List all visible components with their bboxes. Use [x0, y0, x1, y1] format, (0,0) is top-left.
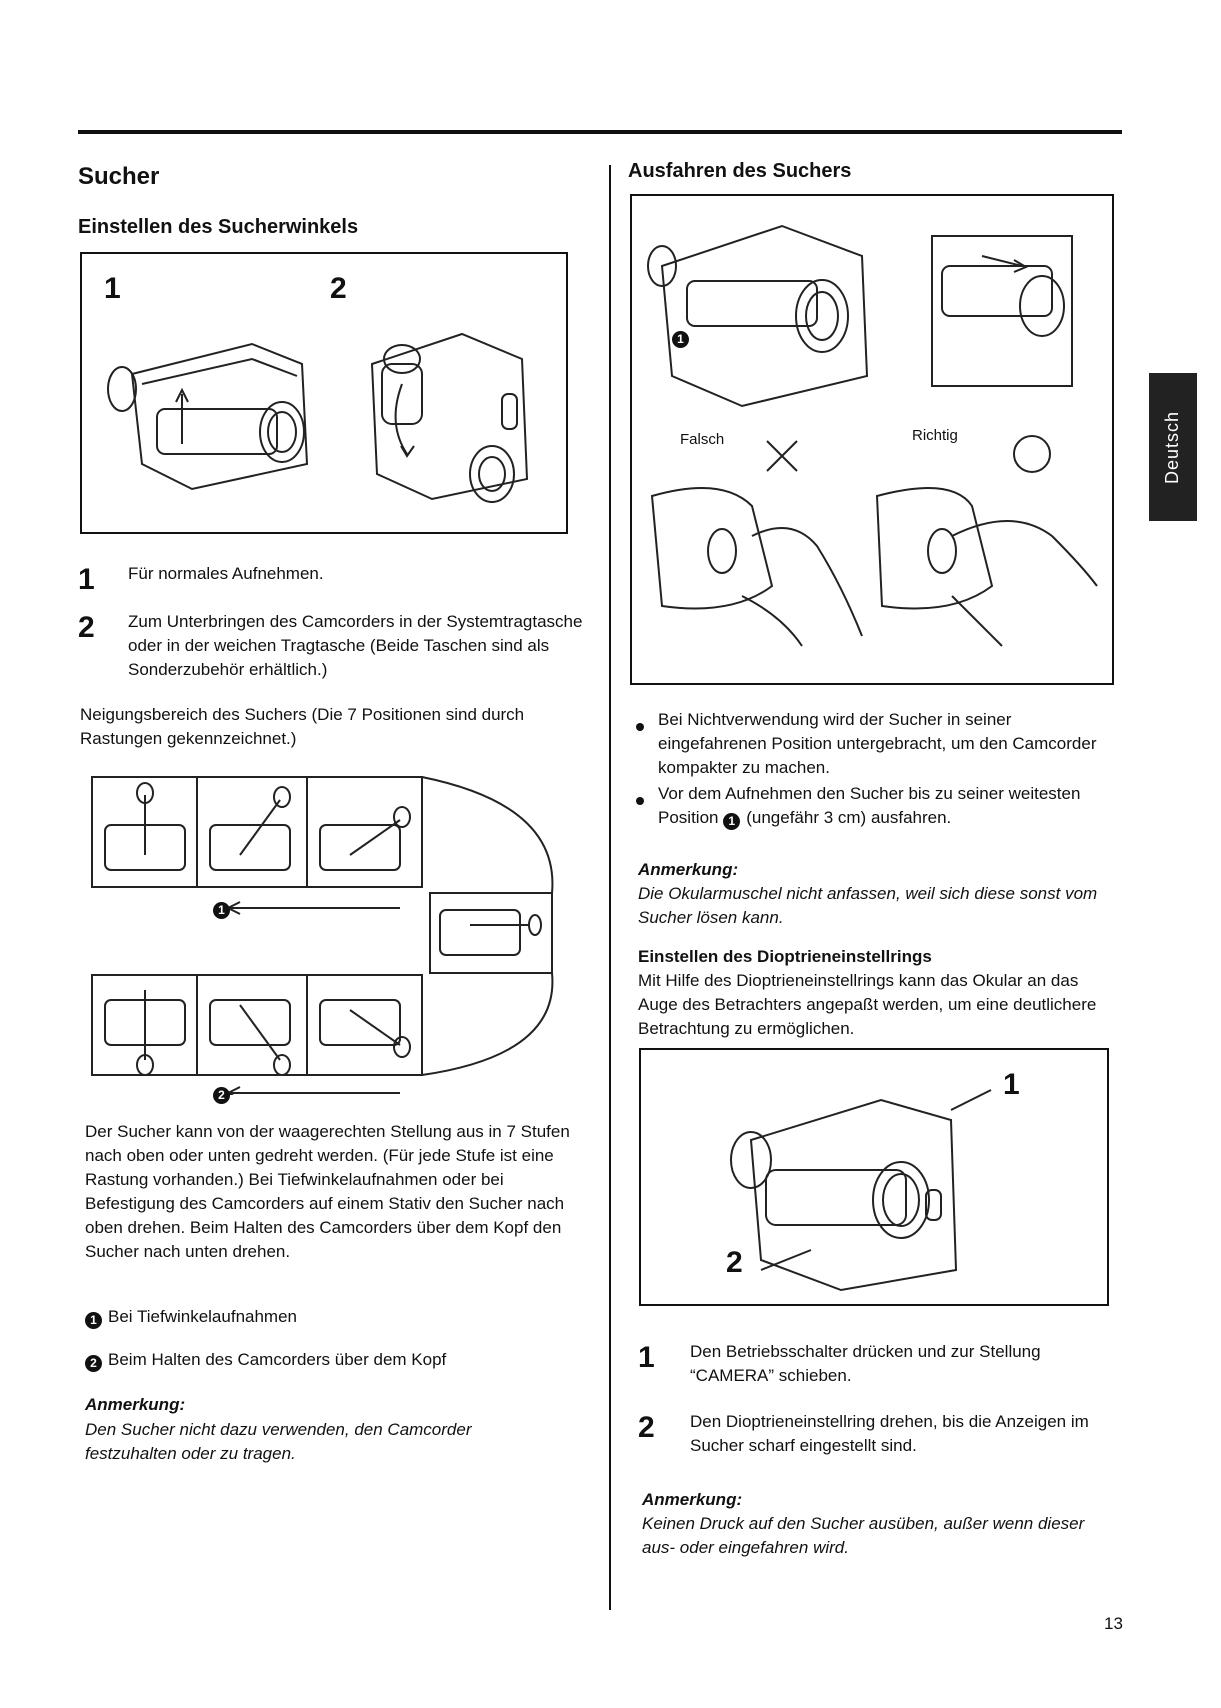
- figure-extend-viewfinder: [630, 194, 1114, 685]
- figure-label-2: 2: [330, 272, 347, 305]
- remark-text-right-1: Die Okularmuschel nicht anfassen, weil sich diese sonst vom Sucher lösen kann.: [638, 884, 1098, 927]
- diopter-illustration: [651, 1060, 1101, 1300]
- diopter-text: Mit Hilfe des Dioptrieneinstellrings kann das Okular an das Auge des Betrachters angepaßt werden, um eine deutlichere Betrachtung zu ermöglichen.: [638, 971, 1097, 1038]
- right-step-text-1: Den Betriebsschalter drücken und zur Stellung “CAMERA” schieben.: [690, 1342, 1041, 1385]
- subsection-title: Einstellen des Sucherwinkels: [78, 216, 359, 238]
- note-1: 1 Bei Tiefwinkelaufnahmen: [85, 1305, 580, 1329]
- figure4-label-1: 1: [1003, 1068, 1020, 1101]
- remark-title-right-2: Anmerkung:: [642, 1490, 743, 1509]
- viewfinder-paragraph: Der Sucher kann von der waagerechten Stellung aus in 7 Stufen nach oben oder unten gedreht werden. (Für jede Stufe ist eine Rastung vorhanden.) Bei Tiefwinkelaufnahmen oder bei Befestigung des Camcorders auf einem Stativ den Sucher nach oben drehen. Beim Halten des Camcorders über dem Kopf den Sucher nach unten drehen.: [85, 1122, 570, 1261]
- bullet-text-1: Bei Nichtverwendung wird der Sucher in seiner eingefahrenen Position untergebracht, um den Camcorder kompakter zu machen.: [658, 710, 1097, 777]
- viewfinder-positions-diagram: [90, 775, 570, 1095]
- column-divider: [609, 165, 611, 1610]
- position-marker-2: 2: [213, 1084, 236, 1104]
- remark-text-left: Den Sucher nicht dazu verwenden, den Camcorder festzuhalten oder zu tragen.: [85, 1420, 472, 1463]
- remark-text-right-2: Keinen Druck auf den Sucher ausüben, außer wenn dieser aus- oder eingefahren wird.: [642, 1514, 1085, 1557]
- figure-viewfinder-angle: [80, 252, 568, 534]
- camcorder-illustration: [102, 314, 552, 524]
- page-number: 13: [1104, 1614, 1123, 1633]
- right-section-title: Ausfahren des Suchers: [628, 160, 852, 182]
- section-title: Sucher: [78, 163, 160, 190]
- right-step-text-2: Den Dioptrieneinstellring drehen, bis die Anzeigen im Sucher scharf eingestellt sind.: [690, 1412, 1089, 1455]
- step-text-1: Für normales Aufnehmen.: [128, 564, 324, 583]
- bullet-text-2: Vor dem Aufnehmen den Sucher bis zu seiner weitesten Position 1 (ungefähr 3 cm) ausfahren.: [658, 784, 1081, 828]
- figure-diopter: [639, 1048, 1109, 1306]
- remark-title-left: Anmerkung:: [85, 1395, 186, 1414]
- bullet-dot-1: [636, 718, 644, 736]
- diopter-title: Einstellen des Dioptrieneinstellrings: [638, 947, 932, 966]
- step-number-1: 1: [78, 563, 95, 596]
- step-number-2: 2: [78, 611, 95, 644]
- top-rule: [78, 130, 1122, 134]
- wrong-label: Falsch: [680, 431, 725, 448]
- figure4-label-2: 2: [726, 1246, 743, 1279]
- step-text-2: Zum Unterbringen des Camcorders in der Systemtragtasche oder in der weichen Tragtasche (Beide Taschen sind als Sonderzubehör erhältlich.): [128, 612, 583, 679]
- range-text: Neigungsbereich des Suchers (Die 7 Positionen sind durch Rastungen gekennzeichnet.): [80, 705, 525, 748]
- note-2: 2 Beim Halten des Camcorders über dem Kopf: [85, 1348, 580, 1372]
- extend-marker: 1: [672, 328, 695, 348]
- language-tab: Deutsch: [1149, 373, 1197, 521]
- remark-title-right-1: Anmerkung:: [638, 860, 739, 879]
- right-step-number-1: 1: [638, 1341, 655, 1374]
- right-step-number-2: 2: [638, 1411, 655, 1444]
- position-marker-1: 1: [213, 899, 236, 919]
- bullet-dot-2: [636, 792, 644, 810]
- figure-label-1: 1: [104, 272, 121, 305]
- right-label: Richtig: [912, 427, 958, 444]
